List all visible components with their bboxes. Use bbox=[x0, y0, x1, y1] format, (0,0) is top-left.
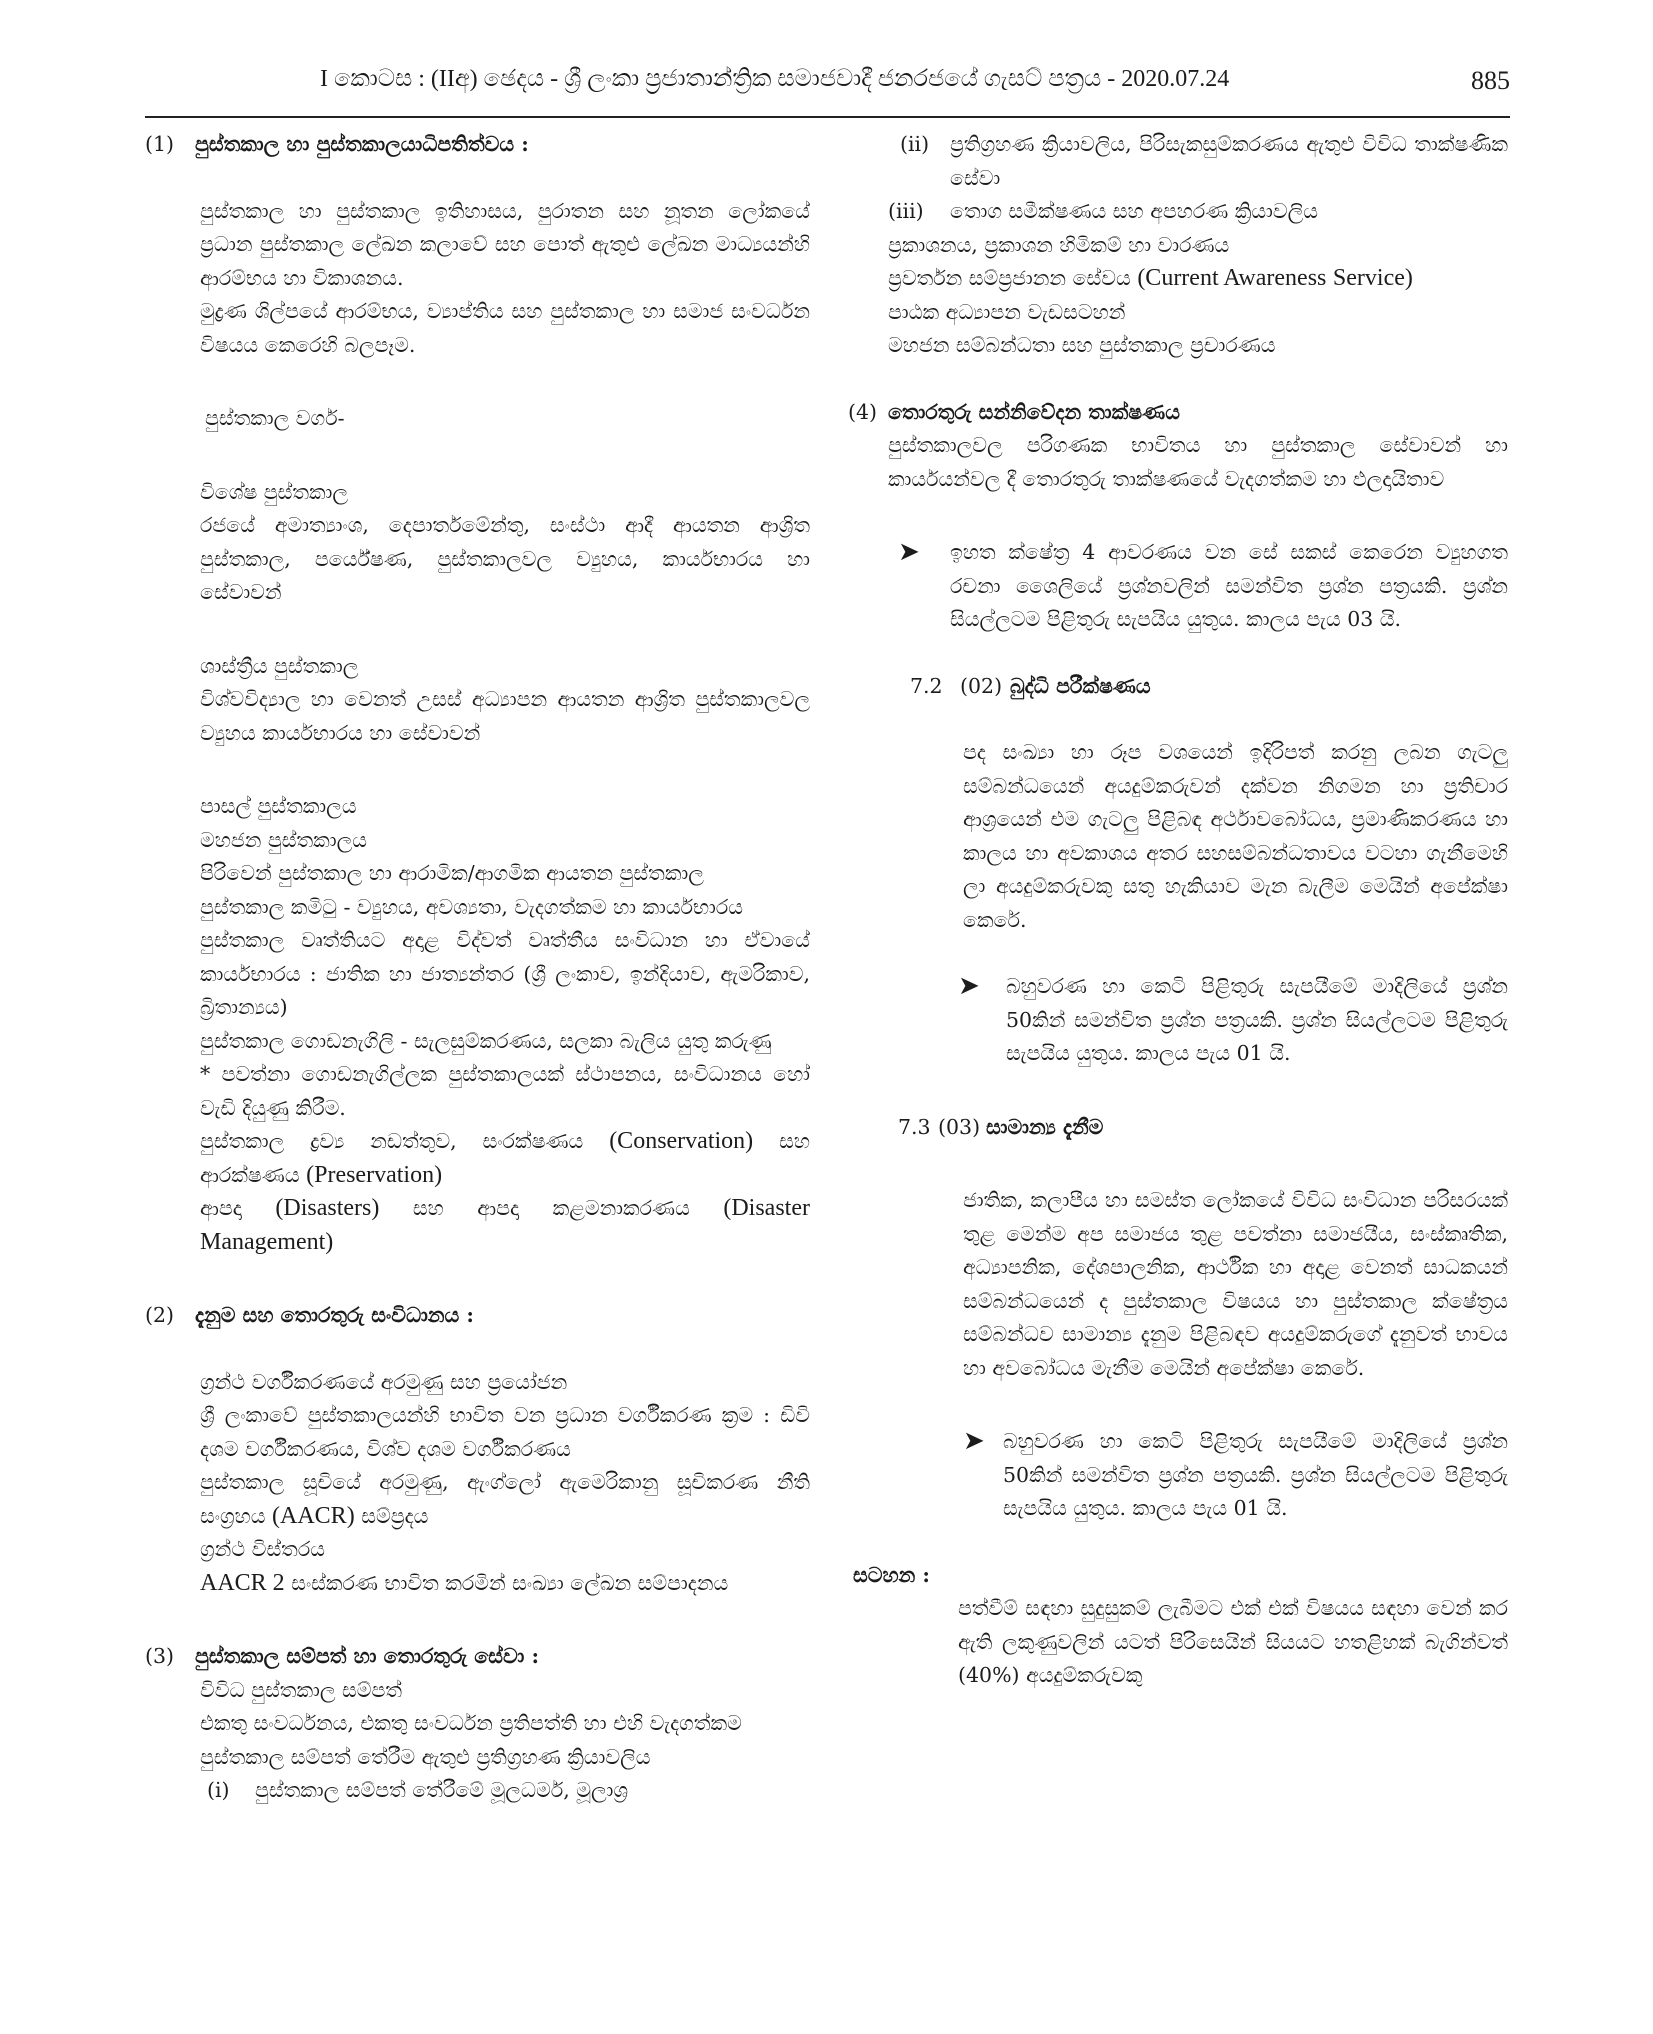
list-item: ප්‍රකාශනය, ප්‍රකාශන හිමිකම් හා වාරණය bbox=[888, 232, 1230, 257]
note-text: පත්වීම් සඳහා සුදුසුකම් ලැබීමට එක් එක් විෂයය සඳහා වෙන් කර ඇති ලකුණුවලින් යටත් පිරිසෙයින් සියයට හතළිහක් බැගින්වත් (40%) අයදුම්කරුවකු bbox=[958, 1596, 1508, 1687]
section-title: පුස්තකාල සම්පත් හා තොරතුරු සේවා : bbox=[195, 1644, 540, 1668]
roman-text: ප්‍රතිග්‍රහණ ක්‍රියාවලිය, පිරිසැකසුම්කරණය ඇතුළු විවිධ තාක්ෂණික සේවා bbox=[950, 132, 1508, 190]
list-item: ශ්‍රී ලංකාවේ පුස්තකාලයන්හි භාවිත වන ප්‍රධාන වර්ගීකරණ ක්‍රම : ඩිවි දශම වර්ගීකරණය, විශ්ව දශම වර්ගීකරණය bbox=[200, 1403, 810, 1461]
header-title: I කොටස : (IIඅ) ඡෙදය - ශ්‍රී ලංකා ප්‍රජාතාන්ත්‍රික සමාජවාදී ජනරජයේ ගැසට් පත්‍රය - 2020.07.24 bbox=[320, 66, 1230, 92]
section-3-heading bbox=[145, 1640, 810, 1674]
section-subnumber: (02) bbox=[960, 673, 1003, 698]
text-en: (Conservation) bbox=[609, 1128, 754, 1154]
paragraph: පුස්තකාල හා පුස්තකාල ඉතිහාසය, පුරාතන සහ නූතන ලෝකයේ ප්‍රධාන පුස්තකාල ලේඛන කලාවේ සහ පොත් ඇතුළු ලේඛන මාධ්‍යයන්හි ආරම්භය හා විකාශනය. bbox=[200, 198, 810, 290]
roman-text: පුස්තකාල සම්පත් තේරීමේ මූලධර්ම, මූලාශ්‍ර bbox=[255, 1778, 629, 1802]
text-en: (Disasters) bbox=[275, 1195, 380, 1221]
arrowhead-icon: ➤ bbox=[963, 1426, 985, 1456]
paragraph: විශ්වවිද්‍යාල හා වෙනත් උසස් අධ්‍යාපන ආයතන ආශ්‍රිත පුස්තකාලවල ව්‍යුහය කාර්යභාරය හා සේවාවන් bbox=[200, 687, 810, 745]
text-en: (Preservation) bbox=[306, 1161, 443, 1188]
bullet-item bbox=[963, 1425, 1508, 1526]
paragraph: රජයේ අමාත්‍යාංශ, දෙපාර්තමේන්තු, සංස්ථා ආදී ආයතන ආශ්‍රිත පුස්තකාල, පර්යේෂණ, පුස්තකාලවල ව්‍යුහය, කාර්යභාරය හා සේවාවන් bbox=[200, 513, 810, 604]
list-item bbox=[200, 1567, 810, 1601]
bullet-text: ඉහත ක්ෂේත්‍ර 4 ආවරණය වන සේ සකස් කෙරෙන ව්‍යුහගත රචනා ශෛලියේ ප්‍රශ්නවලින් සමන්විත ප්‍රශ්න පත්‍රයකි. ප්‍රශ්න සියල්ලටම පිළිතුරු සැපයිය යුතුය. කාලය පැය 03 යි. bbox=[950, 540, 1508, 631]
section-4-heading bbox=[848, 396, 1508, 430]
bullet-item bbox=[898, 536, 1508, 637]
list-item: පුස්තකාල වෘත්තියට අදාළ විද්වත් වෘත්තීය සංවිධාන හා ඒවායේ කාර්යභාරය : ජාතික හා ජාත්‍යන්තර (ශ්‍රී ලංකාව, ඉන්දියාව, ඇමරිකාව, බ්‍රිතාන්‍යය) bbox=[200, 928, 810, 1019]
list-item bbox=[200, 1125, 810, 1192]
section-title: පුස්තකාල හා පුස්තකාලයාධිපතිත්වය : bbox=[195, 132, 529, 156]
roman-text: තොග සමීක්ෂණය සහ අපහරණ ක්‍රියාවලිය bbox=[950, 199, 1319, 223]
subheading: විශේෂ පුස්තකාල bbox=[200, 479, 349, 504]
list-item: මහජන පුස්තකාලය bbox=[200, 827, 367, 852]
right-column bbox=[848, 128, 1508, 1693]
text: ප්‍රවර්තන සම්ප්‍රජානන සේවය bbox=[888, 266, 1131, 290]
paragraph: පුස්තකාලවල පරිගණක භාවිතය හා පුස්තකාල සේවාවන් හා කාර්යයන්වල දී තොරතුරු තාක්ෂණයේ වැදගත්කම හා ඵලදායිතාව bbox=[888, 433, 1508, 491]
text: පුස්තකාල ද්‍රව්‍ය නඩත්තුව, සංරක්ෂණය bbox=[200, 1129, 584, 1153]
left-column bbox=[145, 128, 810, 1808]
bullet-text: බහුවරණ හා කෙටි පිළිතුරු සැපයීමේ මාදිලියේ ප්‍රශ්න 50කින් සමන්විත ප්‍රශ්න පත්‍රයකි. ප්‍රශ්න සියල්ලටම පිළිතුරු සැපයිය යුතුය. කාලය පැය 01 යි. bbox=[1006, 974, 1508, 1065]
section-number: 7.3 bbox=[898, 1114, 931, 1139]
subheading: ශාස්ත්‍රීය පුස්තකාල bbox=[200, 653, 359, 678]
section-7-3-heading bbox=[898, 1111, 1508, 1145]
list-item: පිරිවෙන් පුස්තකාල හා ආරාමික/ආගමික ආයතන පුස්තකාල bbox=[200, 861, 704, 885]
list-item: පුස්තකාල සම්පත් තේරීම ඇතුළු ප්‍රතිග්‍රහණ ක්‍රියාවලිය bbox=[200, 1744, 651, 1769]
section-2-heading bbox=[145, 1299, 810, 1333]
arrowhead-icon: ➤ bbox=[958, 971, 980, 1001]
text: සහ ආපදා කළමනාකරණය bbox=[412, 1196, 690, 1220]
text: පුස්තකාල සූචියේ අරමුණු, ඇංග්ලෝ ඇමෙරිකානු සූචිකරණ නීති සංග්‍රහය bbox=[200, 1470, 810, 1528]
note-label: සටහන : bbox=[853, 1562, 930, 1587]
roman-item bbox=[207, 1774, 810, 1808]
section-number: (4) bbox=[848, 399, 878, 424]
list-item: * පවත්නා ගොඩනැගිල්ලක පුස්තකාලයක් ස්ථාපනය, සංවිධානය හෝ වැඩි දියුණු කිරීම. bbox=[200, 1062, 810, 1120]
paragraph: පද සංඛ්‍යා හා රූප වශයෙන් ඉදිරිපත් කරනු ලබන ගැටලු සම්බන්ධයෙන් අයදුම්කරුවන් දක්වන නිගමන හා ප්‍රතිචාර ආශ්‍රයෙන් එම ගැටලු පිළිබඳ අර්ථාවබෝධය, ප්‍රමාණිකරණය හා කාලය හා අවකාශය අතර සහසම්බන්ධතාවය වටහා ගැනීමෙහි ලා අයදුම්කරුවකු සතු හැකියාව මැන බැලීම මෙයින් අපේක්ෂා කෙරේ. bbox=[963, 740, 1508, 932]
header-rule bbox=[145, 116, 1510, 118]
list-item: පුස්තකාල කමිටු - ව්‍යුහය, අවශ්‍යතා, වැදගත්කම හා කාර්යභාරය bbox=[200, 894, 744, 919]
text: සංස්කරණ භාවිත කරමින් සංඛ්‍යා ලේඛන සම්පාදනය bbox=[291, 1570, 729, 1595]
list-item: පාසල් පුස්තකාලය bbox=[200, 794, 357, 818]
list-item bbox=[200, 1466, 810, 1533]
section-title: දැනුම සහ තොරතුරු සංවිධානය : bbox=[195, 1303, 474, 1327]
page-number: 885 bbox=[1471, 66, 1510, 95]
roman-item bbox=[900, 128, 1508, 195]
paragraph: මුද්‍රණ ශිල්පයේ ආරම්භය, ව්‍යාප්තිය සහ පුස්තකාල හා සමාජ සංවර්ධන විෂයය කෙරෙහි බලපෑම. bbox=[200, 299, 810, 357]
section-number: 7.2 bbox=[910, 673, 943, 698]
list-item: පුස්තකාල ගොඩනැගිලි - සැලසුම්කරණය, සලකා බැලිය යුතු කරුණු bbox=[200, 1028, 772, 1053]
text-en: AACR 2 bbox=[200, 1569, 285, 1596]
section-number: (3) bbox=[145, 1644, 175, 1668]
section-7-2-heading bbox=[910, 670, 1508, 704]
text-en: Service) bbox=[1332, 265, 1413, 291]
list-item: ග්‍රන්ථ විස්තරය bbox=[200, 1537, 325, 1561]
list-item: එකතු සංවර්ධනය, එකතු සංවර්ධන ප්‍රතිපත්ති හා එහි වැදගත්කම bbox=[200, 1711, 742, 1735]
section-number: (1) bbox=[145, 132, 175, 156]
list-item: විවිධ පුස්තකාල සම්පත් bbox=[200, 1677, 403, 1702]
roman-item bbox=[888, 195, 1508, 229]
list-item bbox=[200, 1192, 810, 1259]
list-item: ග්‍රන්ථ වර්ගීකරණයේ අරමුණු සහ ප්‍රයෝජන bbox=[200, 1369, 568, 1394]
list-item: පාඨක අධ්‍යාපන වැඩසටහන් bbox=[888, 299, 1126, 324]
section-title: සාමාන්‍ය දැනීම bbox=[986, 1114, 1104, 1139]
text: සහ ආරක්ෂණය bbox=[200, 1129, 810, 1187]
paragraph: ජාතික, කලාපීය හා සමස්ත ලෝකයේ විවිධ සංවිධාන පරිසරයක් තුළ මෙන්ම අප සමාජය තුළ පවත්නා සමාජයීය, සංස්කෘතික, අධ්‍යාපනික, දේශපාලනික, ආර්ථික හා අදාළ වෙනත් සාධකයන් සම්බන්ධයෙන් ද පුස්තකාල විෂයය හා පුස්තකාල ක්ෂේත්‍රය සම්බන්ධව සාමාන්‍ය දැනුම පිළිබඳව අයදුම්කරුගේ දැනුවත් භාවය හා අවබෝධය මැනීම මෙයින් අපේක්ෂා කෙරේ. bbox=[963, 1188, 1508, 1380]
text-en: (AACR) bbox=[272, 1502, 355, 1529]
roman-number: (ii) bbox=[900, 132, 930, 156]
section-number: (2) bbox=[145, 1303, 175, 1327]
text: සම්ප්‍රදය bbox=[361, 1503, 429, 1528]
page-header bbox=[140, 66, 1510, 106]
bullet-item bbox=[958, 970, 1508, 1071]
list-item bbox=[888, 262, 1508, 296]
section-title: තොරතුරු සන්නිවේදන තාක්ෂණය bbox=[888, 399, 1180, 424]
text-en: (Disaster bbox=[723, 1195, 810, 1221]
text: ආපදා bbox=[200, 1196, 242, 1220]
arrowhead-icon: ➤ bbox=[898, 537, 920, 567]
roman-number: (i) bbox=[207, 1778, 230, 1802]
subheading: පුස්තකාල වර්ග- bbox=[205, 406, 345, 430]
list-item: මහජන සම්බන්ධතා සහ පුස්තකාල ප්‍රචාරණය bbox=[888, 333, 1276, 357]
bullet-text: බහුවරණ හා කෙටි පිළිතුරු සැපයීමේ මාදිලියේ ප්‍රශ්න 50කින් සමන්විත ප්‍රශ්න පත්‍රයකි. ප්‍රශ්න සියල්ලටම පිළිතුරු සැපයිය යුතුය. කාලය පැය 01 යි. bbox=[1003, 1429, 1508, 1520]
section-title: බුද්ධි පරීක්ෂණය bbox=[1010, 673, 1151, 698]
section-1-heading bbox=[145, 128, 810, 162]
text-en: Management) bbox=[200, 1228, 334, 1255]
section-subnumber: (03) bbox=[938, 1114, 981, 1139]
text-en: (Current Awareness bbox=[1137, 265, 1327, 291]
roman-number: (iii) bbox=[888, 199, 924, 223]
